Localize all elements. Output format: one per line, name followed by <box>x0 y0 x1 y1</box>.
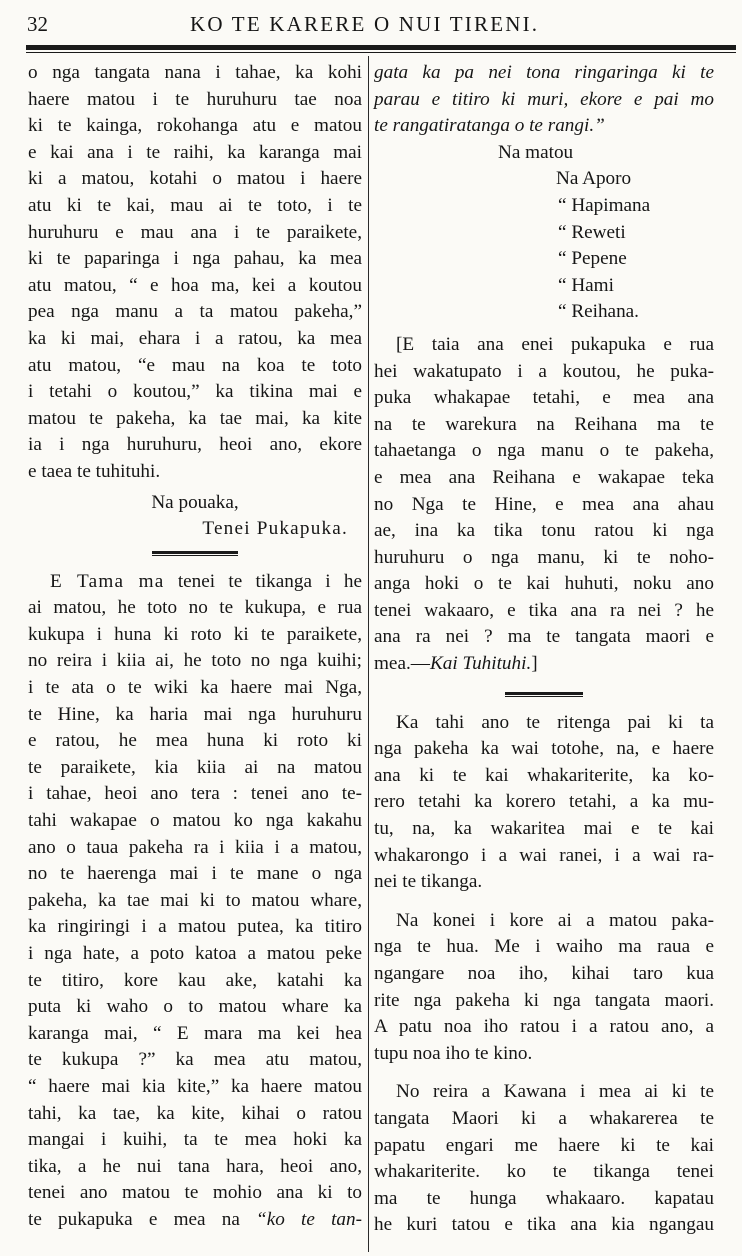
text-line: tenei ano matou te mohio ana ki to <box>28 1182 362 1204</box>
text-line: ae, ina ka tika tonu ratou ki nga <box>374 520 714 542</box>
text-line: ka ringiringi i a matou putea, ka titiro <box>28 916 362 938</box>
signatory: “ Reihana. <box>558 301 639 323</box>
right-paragraph-1 <box>374 60 714 140</box>
text-line: karanga mai, “ E mara ma kei hea <box>28 1022 362 1044</box>
signatory: “ Reweti <box>558 221 626 243</box>
text-line: A patu noa iho ratou i a ratou ano, a <box>374 1016 714 1038</box>
line-close: ] <box>531 653 538 675</box>
text-line: i tahae, heoi ano tera : tenei ano te- <box>28 783 362 805</box>
text-line: “ haere mai kia kite,” ka haere matou <box>28 1075 362 1097</box>
text-line: mangai i kuihi, ta te mea hoki ka <box>28 1129 362 1151</box>
text-line: gata ka pa nei tona ringaringa ki te <box>374 62 714 83</box>
text-line: hei wakatupato i a koutou, he puka- <box>374 360 714 382</box>
text-line: e kai ana i te raihi, ka karanga mai <box>28 141 362 163</box>
text-line: parau e titiro ki muri, ekore e pai mo <box>374 88 714 110</box>
text-line: tu, na, ka wakaritea mai e te kai <box>374 818 714 840</box>
text-line: te paraikete, kia kiia ai na matou <box>28 756 362 778</box>
text-line: i nga hate, a poto katoa a matou peke <box>28 943 362 964</box>
left-column <box>28 60 362 1234</box>
text-line: ana ki te kai whakariterite, ka ko- <box>374 764 714 786</box>
signatory: “ Hami <box>558 274 614 296</box>
signatory: Na Aporo <box>556 168 632 190</box>
text-line: atu matou, “e mau na koa te toto <box>28 354 362 376</box>
text-line: ka ki mai, ehara i a ratou, ka mea <box>28 327 362 349</box>
text-line: puta ki waho o to matou whare ka <box>28 996 362 1018</box>
text-line: tahi, ka tae, ka kite, kihai o ratou <box>28 1102 362 1124</box>
text-line: e mea ana Reihana e wakapae teka <box>374 466 714 488</box>
column-divider <box>368 56 369 1252</box>
left-paragraph-1 <box>28 60 362 486</box>
text-line: atu ki te kai, mau ai te toto, i te <box>28 194 362 216</box>
left-paragraph-2 <box>28 569 362 1234</box>
text-line: nei te tikanga. <box>374 871 483 893</box>
signatories-list <box>374 166 714 326</box>
text-line: tahaetanga o nga manu o te pakeha, <box>374 440 714 462</box>
text-line: rite nga pakeha ki nga tangata maori. <box>374 989 714 1011</box>
text-line: ano o taua pakeha ra i kiia i a matou, <box>28 836 362 858</box>
text-line: no Nga te Hine, e mea ana ahau <box>374 493 714 515</box>
text-line: kukupa i huna ki roto ki te paraikete, <box>28 623 362 645</box>
right-column <box>374 60 714 1239</box>
paragraph-first-line: tenei te tikanga i he <box>164 570 363 592</box>
text-line: puka whakapae tetahi, e mea ana <box>374 387 714 409</box>
text-line: no reira i kiia ai, he toto no nga kuihi; <box>28 650 362 672</box>
running-title: KO TE KARERE O NUI TIRENI. <box>190 12 540 36</box>
text-line: te titiro, kore kau ake, katahi ka <box>28 969 362 991</box>
text-line: tupu noa iho te kino. <box>374 1042 533 1064</box>
text-line: no te haerenga mai i te mane o nga <box>28 863 362 885</box>
text-line: i te ata o te wiki ka haere mai Nga, <box>28 677 362 699</box>
text-line: papatu engari me haere ki te kai <box>374 1134 714 1156</box>
right-paragraph-5 <box>374 1079 714 1239</box>
text-line: he kuri tatou e tika ana kia ngangau <box>374 1214 714 1236</box>
text-line: ana ra nei ? ma te tangata maori e <box>374 626 714 648</box>
text-line: atu matou, “ e hoa ma, kei a koutou <box>28 274 362 296</box>
line-italic: “ko te tan- <box>256 1208 362 1230</box>
page-header <box>0 12 742 44</box>
text-line: huruhuru o nga manu, ki te noho- <box>374 546 714 568</box>
text-line: tangata Maori ki a whakarerea te <box>374 1107 714 1129</box>
text-line: ma te hunga whakaaro. kapatau <box>374 1187 714 1209</box>
text-line: Ka tahi ano te ritenga pai ki ta <box>396 711 714 733</box>
text-line <box>28 1207 362 1234</box>
text-line: ki te kainga, rokohanga atu e matou <box>28 115 362 137</box>
section-ornament <box>152 551 238 557</box>
text-line: ngangare noa iho, kihai taro kua <box>374 963 714 984</box>
page-number: 32 <box>27 12 48 36</box>
text-line: i tetahi o koutou,” ka tikina mai e <box>28 381 362 403</box>
text-line: te kukupa ?” ka mea atu matou, <box>28 1049 362 1071</box>
header-rule-thick <box>26 45 736 50</box>
line-roman: te pukapuka e mea na <box>28 1208 257 1230</box>
text-line: whakariterite. ko te tikanga tenei <box>374 1161 714 1183</box>
text-line: ai matou, he toto no te kukupa, e rua <box>28 597 362 619</box>
text-line: pea nga manu a ta matou pakeha,” <box>28 301 362 323</box>
text-line: o nga tangata nana i tahae, ka kohi <box>28 62 362 83</box>
text-line: te rangatiratanga o te rangi.” <box>374 115 605 137</box>
text-line: ia i nga huruhuru, heoi ano, ekore <box>28 434 362 456</box>
text-line: whakarongo i a wai ranei, i a wai ra- <box>374 844 714 866</box>
text-line: ki te paparinga i nga pahau, ka mea <box>28 248 362 270</box>
letter-signature: Tenei Pukapuka. <box>202 518 348 540</box>
text-line: tahi wakapae o matou ko nga kakahu <box>28 810 362 832</box>
text-line: No reira a Kawana i mea ai ki te <box>396 1081 714 1103</box>
paragraph-lead: E Tama ma <box>50 570 165 592</box>
text-line: ki a matou, kotahi o matou i haere <box>28 168 362 190</box>
text-line: te Hine, ka haria mai nga huruhuru <box>28 703 362 725</box>
letter-signoff: Na pouaka, <box>151 491 239 513</box>
text-line <box>374 651 714 678</box>
header-rule-thin <box>26 52 736 53</box>
text-line: rero tetahi ka korero tetahi, a ka mu- <box>374 791 714 813</box>
text-line: nga pakeha ka wai totohe, na, e haere <box>374 738 714 760</box>
signatories-heading: Na matou <box>498 141 574 163</box>
text-line: pakeha, ka tae mai ki to matou whare, <box>28 889 362 911</box>
text-line: e taea te tuhituhi. <box>28 460 161 482</box>
text-line: anga hoki o te kai huhuti, noku ano <box>374 573 714 595</box>
signatory: “ Pepene <box>558 248 627 270</box>
line-roman: mea.— <box>374 653 430 675</box>
text-line: nga te hua. Me i waiho ma raua e <box>374 936 714 958</box>
section-ornament <box>505 692 583 698</box>
right-paragraph-2 <box>374 326 714 678</box>
text-line: Na konei i kore ai a matou paka- <box>396 909 714 931</box>
line-italic: Kai Tuhituhi. <box>429 653 532 675</box>
text-line: matou te pakeha, ka tae mai, ka kite <box>28 407 362 429</box>
text-line <box>28 569 362 596</box>
text-line: haere matou i te huruhuru tae noa <box>28 88 362 110</box>
signatory: “ Hapimana <box>558 194 651 216</box>
right-paragraph-4 <box>374 908 714 1068</box>
paragraph-gap <box>374 896 714 908</box>
right-paragraph-3 <box>374 710 714 896</box>
paragraph-gap <box>374 1067 714 1079</box>
text-line: tenei wakaaro, e tika ana ra nei ? he <box>374 599 714 621</box>
text-line: [E taia ana enei pukapuka e rua <box>396 333 714 355</box>
text-line: huruhuru e mau ana i te paraikete, <box>28 221 362 243</box>
text-line: e ratou, he mea huna ki roto ki <box>28 730 362 752</box>
text-line: na te warekura na Reihana ma te <box>374 413 714 435</box>
text-line: tika, a he nui tana hara, heoi ano, <box>28 1155 362 1177</box>
